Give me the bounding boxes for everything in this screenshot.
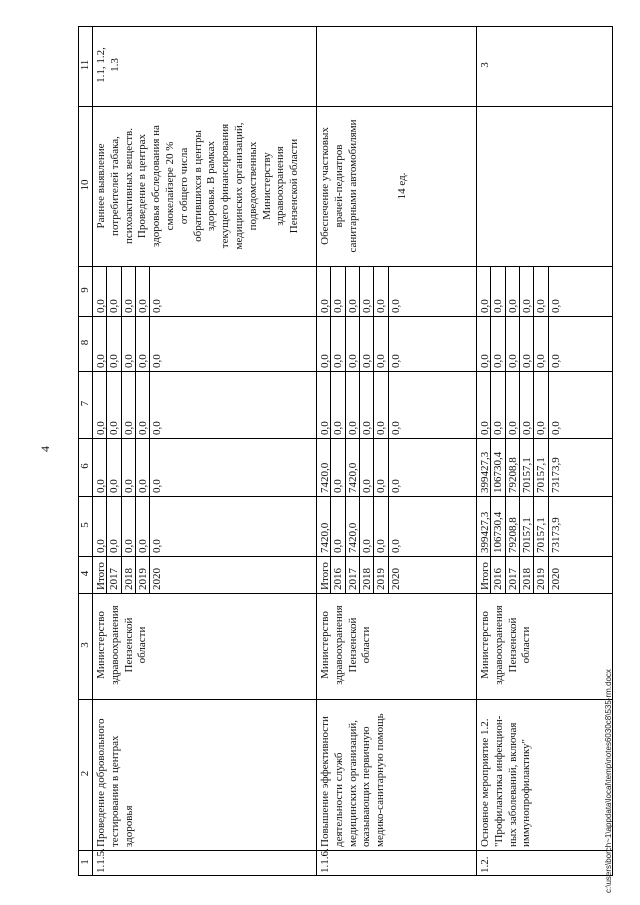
expected-result: здоровья. В рамках bbox=[205, 141, 218, 232]
year-value: 0,0 bbox=[492, 299, 505, 313]
expected-result: Раннее выявление bbox=[95, 143, 107, 229]
year-value: 0,0 bbox=[136, 299, 149, 313]
year-value: 0,0 bbox=[332, 299, 345, 313]
total-value: 0,0 bbox=[319, 299, 331, 313]
responsible-org: здравоохранения bbox=[108, 605, 121, 685]
year-value: 70157,1 bbox=[535, 457, 548, 493]
measure-name: тестирования в центрах bbox=[108, 735, 121, 847]
year-label: 2018 bbox=[122, 568, 135, 590]
year-value: 0,0 bbox=[360, 539, 373, 553]
year-value: 0,0 bbox=[346, 354, 359, 368]
year-value: 0,0 bbox=[151, 354, 164, 368]
indicator-ref: 1.1, 1.2, bbox=[95, 47, 107, 83]
total-value: 0,0 bbox=[479, 354, 491, 368]
year-value: 0,0 bbox=[549, 421, 562, 435]
expected-result: медицинских организаций, bbox=[233, 122, 245, 250]
year-label: 2019 bbox=[535, 568, 548, 590]
year-value: 0,0 bbox=[520, 421, 533, 435]
result-detail: 14 ед. bbox=[396, 172, 408, 200]
year-label: 2018 bbox=[360, 568, 373, 590]
expected-result: Проведение в центрах bbox=[136, 133, 149, 239]
responsible-org: здравоохранения bbox=[332, 605, 345, 685]
year-value: 0,0 bbox=[346, 299, 359, 313]
total-value: 7420,0 bbox=[319, 462, 331, 493]
column-header: 3 bbox=[79, 642, 91, 648]
year-value: 0,0 bbox=[375, 421, 388, 435]
expected-result: потребителей табака, bbox=[108, 136, 121, 236]
measure-name: медицинских организаций, bbox=[346, 719, 359, 847]
responsible-org: Министерство bbox=[319, 611, 331, 679]
row-number: 1.1.6. bbox=[319, 848, 331, 873]
column-header: 10 bbox=[79, 179, 91, 191]
year-value: 0,0 bbox=[389, 421, 402, 435]
responsible-org: Министерство bbox=[479, 611, 491, 679]
total-value: 399427,3 bbox=[479, 451, 491, 493]
year-value: 0,0 bbox=[136, 421, 149, 435]
year-value: 7420,0 bbox=[346, 522, 359, 553]
measure-name: оказывающих первичную bbox=[360, 726, 373, 847]
year-value: 0,0 bbox=[360, 421, 373, 435]
expected-result: Министерству bbox=[260, 152, 273, 220]
year-value: 0,0 bbox=[389, 299, 402, 313]
year-value: 0,0 bbox=[136, 539, 149, 553]
year-value: 70157,1 bbox=[535, 517, 548, 553]
year-label: 2019 bbox=[375, 568, 388, 590]
year-label: 2020 bbox=[151, 568, 164, 590]
year-value: 0,0 bbox=[332, 421, 345, 435]
total-value: 0,0 bbox=[95, 354, 107, 368]
row-number: 1.2. bbox=[479, 856, 491, 873]
year-value: 73173,9 bbox=[549, 457, 562, 493]
year-label: 2020 bbox=[389, 568, 402, 590]
year-value: 7420,0 bbox=[346, 462, 359, 493]
year-value: 0,0 bbox=[375, 539, 388, 553]
column-header: 2 bbox=[79, 770, 91, 777]
column-header: 7 bbox=[79, 400, 91, 407]
column-header: 5 bbox=[79, 522, 91, 528]
year-value: 106730,4 bbox=[492, 451, 505, 493]
year-value: 79208,8 bbox=[506, 457, 519, 493]
year-label: 2016 bbox=[492, 568, 505, 590]
row-number: 1.1.5. bbox=[95, 848, 107, 873]
expected-result: здоровья обследования на bbox=[150, 125, 163, 247]
responsible-org: здравоохранения bbox=[492, 605, 505, 685]
year-value: 0,0 bbox=[151, 421, 164, 435]
year-value: 0,0 bbox=[108, 354, 121, 368]
measure-name: Основное мероприятие 1.2. bbox=[479, 718, 491, 847]
year-label: 2017 bbox=[346, 568, 359, 590]
total-value: 7420,0 bbox=[319, 522, 331, 553]
year-label: 2016 bbox=[332, 568, 345, 590]
year-value: 0,0 bbox=[492, 421, 505, 435]
expected-result: Пензенской области bbox=[288, 138, 301, 234]
expected-result: смокелайзере 20 % bbox=[164, 141, 176, 231]
year-value: 0,0 bbox=[151, 299, 164, 313]
year-label: 2020 bbox=[549, 568, 562, 590]
column-header: 11 bbox=[79, 59, 91, 71]
year-value: 0,0 bbox=[375, 299, 388, 313]
year-label: 2017 bbox=[506, 568, 519, 590]
measure-name: Проведение добровольного bbox=[95, 718, 107, 847]
year-value: 79208,8 bbox=[506, 517, 519, 553]
total-value: 0,0 bbox=[95, 421, 107, 435]
column-header: 4 bbox=[79, 570, 91, 577]
year-value: 0,0 bbox=[506, 354, 519, 368]
responsible-org: Пензенской bbox=[122, 617, 135, 673]
measure-name: здоровья bbox=[122, 805, 135, 847]
expected-result: от общего числа bbox=[177, 147, 190, 225]
total-value: 399427,3 bbox=[479, 511, 491, 553]
responsible-org: области bbox=[520, 626, 533, 664]
year-value: 0,0 bbox=[332, 354, 345, 368]
year-value: 70157,1 bbox=[520, 517, 533, 553]
program-table bbox=[78, 26, 612, 876]
indicator-ref: 3 bbox=[479, 62, 491, 68]
year-value: 0,0 bbox=[108, 421, 121, 435]
year-value: 0,0 bbox=[520, 354, 533, 368]
year-label: 2017 bbox=[108, 568, 121, 590]
year-value: 0,0 bbox=[506, 421, 519, 435]
column-header: 1 bbox=[79, 859, 91, 865]
year-value: 0,0 bbox=[375, 479, 388, 493]
year-value: 0,0 bbox=[520, 299, 533, 313]
measure-name: "Профилактика инфекцион- bbox=[492, 715, 505, 847]
year-value: 0,0 bbox=[360, 354, 373, 368]
column-header: 9 bbox=[79, 287, 91, 293]
expected-result: обратившихся в центры bbox=[191, 130, 204, 242]
year-value: 0,0 bbox=[535, 299, 548, 313]
year-value: 0,0 bbox=[136, 354, 149, 368]
year-label: 2018 bbox=[520, 568, 533, 590]
year-value: 0,0 bbox=[122, 421, 135, 435]
measure-name: иммунопрофилактику" bbox=[520, 738, 533, 847]
year-value: 0,0 bbox=[122, 299, 135, 313]
measure-name: Повышение эффективности bbox=[319, 716, 331, 847]
year-value: 0,0 bbox=[151, 479, 164, 493]
year-value: 0,0 bbox=[535, 354, 548, 368]
year-value: 0,0 bbox=[535, 421, 548, 435]
year-value: 0,0 bbox=[332, 539, 345, 553]
column-header: 8 bbox=[79, 339, 91, 346]
year-value: 0,0 bbox=[122, 354, 135, 368]
expected-result: текущего финансирования bbox=[219, 123, 232, 249]
measure-name: деятельности служб bbox=[332, 752, 345, 847]
year-label: 2019 bbox=[136, 568, 149, 590]
responsible-org: Министерство bbox=[95, 611, 107, 679]
year-value: 0,0 bbox=[108, 539, 121, 553]
responsible-org: Пензенской bbox=[506, 617, 519, 673]
total-label: Итого bbox=[319, 562, 331, 590]
year-value: 73173,9 bbox=[549, 517, 562, 553]
page-number: 4 bbox=[38, 446, 52, 452]
total-value: 0,0 bbox=[95, 539, 107, 553]
year-value: 0,0 bbox=[506, 299, 519, 313]
year-value: 0,0 bbox=[492, 354, 505, 368]
year-value: 0,0 bbox=[136, 479, 149, 493]
year-value: 0,0 bbox=[108, 299, 121, 313]
measure-name: ных заболеваний, включая bbox=[506, 722, 519, 847]
responsible-org: Пензенской bbox=[346, 617, 359, 673]
responsible-org: области bbox=[360, 626, 373, 664]
expected-result: Обеспечение участковых bbox=[319, 127, 331, 245]
expected-result: подведомственных bbox=[246, 141, 259, 231]
year-value: 0,0 bbox=[389, 539, 402, 553]
year-value: 106730,4 bbox=[492, 511, 505, 553]
expected-result: санитарными автомобилями bbox=[346, 119, 359, 253]
footer-path: c:\users\borch~1\appdata\local\temp\notes6030c8\535-rm.docx bbox=[604, 669, 613, 893]
year-value: 70157,1 bbox=[520, 457, 533, 493]
total-value: 0,0 bbox=[479, 421, 491, 435]
total-value: 0,0 bbox=[95, 299, 107, 313]
year-value: 0,0 bbox=[549, 354, 562, 368]
year-value: 0,0 bbox=[122, 479, 135, 493]
expected-result: здравоохранения bbox=[274, 146, 287, 226]
year-value: 0,0 bbox=[389, 354, 402, 368]
year-value: 0,0 bbox=[151, 539, 164, 553]
total-label: Итого bbox=[479, 562, 491, 590]
year-value: 0,0 bbox=[122, 539, 135, 553]
total-value: 0,0 bbox=[319, 354, 331, 368]
expected-result: психоактивных веществ. bbox=[122, 128, 135, 245]
responsible-org: области bbox=[136, 626, 149, 664]
indicator-ref: 1.3 bbox=[108, 58, 121, 72]
total-label: Итого bbox=[95, 562, 107, 590]
total-value: 0,0 bbox=[319, 421, 331, 435]
year-value: 0,0 bbox=[389, 479, 402, 493]
year-value: 0,0 bbox=[332, 479, 345, 493]
total-value: 0,0 bbox=[479, 299, 491, 313]
year-value: 0,0 bbox=[375, 354, 388, 368]
year-value: 0,0 bbox=[360, 479, 373, 493]
total-value: 0,0 bbox=[95, 479, 107, 493]
year-value: 0,0 bbox=[346, 421, 359, 435]
expected-result: врачей-педиатров bbox=[332, 144, 345, 228]
year-value: 0,0 bbox=[549, 299, 562, 313]
year-value: 0,0 bbox=[360, 299, 373, 313]
year-value: 0,0 bbox=[108, 479, 121, 493]
measure-name: медико-санитарную помощь bbox=[374, 713, 387, 847]
column-header: 6 bbox=[79, 463, 91, 469]
